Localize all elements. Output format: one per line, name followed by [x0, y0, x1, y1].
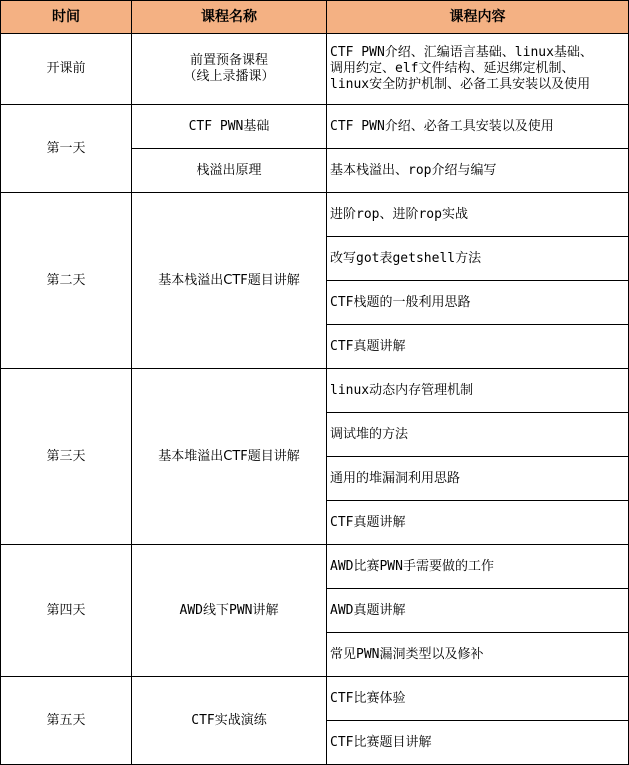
course-content-cell: 进阶rop、进阶rop实战 [327, 193, 629, 237]
table-row [1, 34, 629, 105]
day-cell: 第四天 [1, 545, 132, 677]
header-course-name: 课程名称 [132, 1, 327, 34]
course-name-line: 前置预备课程 [189, 53, 268, 68]
course-content-cell: CTF比赛题目讲解 [327, 721, 629, 765]
table-row [1, 369, 629, 413]
course-name-line: （线上录播课） [183, 69, 275, 84]
day-cell: 第一天 [1, 105, 132, 193]
course-name-cell: CTF PWN基础 [132, 105, 327, 149]
content-line: linux安全防护机制、必备工具安装以及使用 [330, 77, 591, 92]
header-course-content: 课程内容 [327, 1, 629, 34]
course-name-cell [132, 34, 327, 105]
course-content-cell: CTF栈题的一般利用思路 [327, 281, 629, 325]
content-line: CTF PWN介绍、汇编语言基础、linux基础、 [330, 45, 593, 60]
course-content-cell: CTF真题讲解 [327, 501, 629, 545]
course-name-cell: 基本堆溢出CTF题目讲解 [132, 369, 327, 545]
day-cell: 第二天 [1, 193, 132, 369]
day-cell: 第三天 [1, 369, 132, 545]
course-content-cell: AWD真题讲解 [327, 589, 629, 633]
course-content-cell: 通用的堆漏洞利用思路 [327, 457, 629, 501]
course-name-cell: 栈溢出原理 [132, 149, 327, 193]
course-name-cell: 基本栈溢出CTF题目讲解 [132, 193, 327, 369]
header-time: 时间 [1, 1, 132, 34]
table-row [1, 105, 629, 149]
header-row [1, 1, 629, 34]
course-content-cell: linux动态内存管理机制 [327, 369, 629, 413]
day-cell: 第五天 [1, 677, 132, 765]
course-content-cell: CTF比赛体验 [327, 677, 629, 721]
course-name-cell: CTF实战演练 [132, 677, 327, 765]
course-content-cell: CTF真题讲解 [327, 325, 629, 369]
course-content-cell: 常见PWN漏洞类型以及修补 [327, 633, 629, 677]
course-content-cell: 调试堆的方法 [327, 413, 629, 457]
content-line: 调用约定、elf文件结构、延迟绑定机制、 [330, 61, 575, 76]
table-row [1, 193, 629, 237]
day-cell: 开课前 [1, 34, 132, 105]
course-content-cell: CTF PWN介绍、必备工具安装以及使用 [327, 105, 629, 149]
course-content-cell: 基本栈溢出、rop介绍与编写 [327, 149, 629, 193]
table-row [1, 677, 629, 721]
course-content-cell [327, 34, 629, 105]
course-content-cell: AWD比赛PWN手需要做的工作 [327, 545, 629, 589]
course-content-cell: 改写got表getshell方法 [327, 237, 629, 281]
table-row [1, 545, 629, 589]
course-name-cell: AWD线下PWN讲解 [132, 545, 327, 677]
